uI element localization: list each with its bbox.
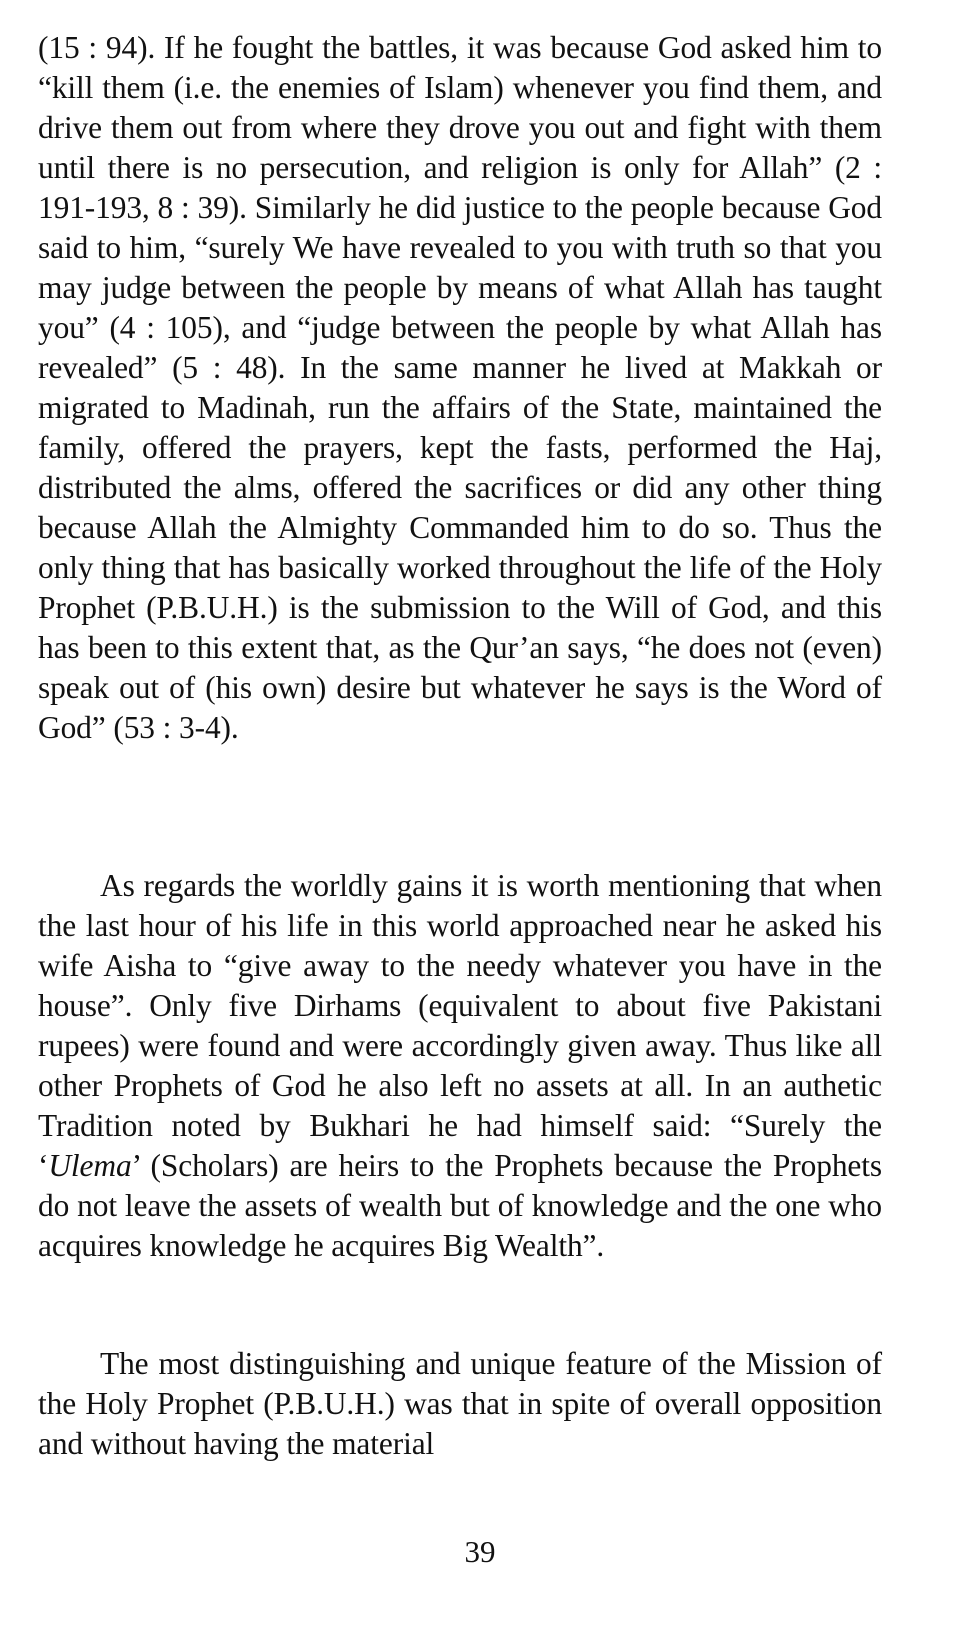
paragraph-3-text: The most distinguishing and unique feature of the Mission of the Holy Prophet (P.B.U.H.) was that in spite of overall opposition and without having the material: [38, 1346, 882, 1461]
paragraph-2-text-start: As regards the worldly gains it is worth mentioning that when the last hour of his life in this world approached near he asked his wife Aisha to “give away to the needy whatever you have in the house”. Only five Dirhams (equivalent to about five Pakistani rupees) were found and were accordingly given away. Thus like all other Prophets of God he also left no assets at all. In an authetic Tradition noted by Bukhari he had himself said: “Surely the ‘: [38, 868, 882, 1183]
page-number: 39: [464, 1534, 496, 1569]
paragraph-2-text-end: ’ (Scholars) are heirs to the Prophets because the Prophets do not leave the assets of wealth but of knowledge and the one who acquires knowledge he acquires Big Wealth”.: [38, 1148, 882, 1263]
paragraph-3: [38, 1344, 882, 1464]
paragraph-2: [38, 866, 882, 1266]
paragraph-1-text: (15 : 94). If he fought the battles, it was because God asked him to “kill them (i.e. the enemies of Islam) whenever you find them, and drive them out from where they drove you out and fight with them until there is no persecution, and religion is only for Allah” (2 : 191-193, 8 : 39). Similarly he did justice to the people because God said to him, “surely We have revealed to you with truth so that you may judge between the people by means of what Allah has taught you” (4 : 105), and “judge between the people by what Allah has revealed” (5 : 48). In the same manner he lived at Makkah or migrated to Madinah, run the affairs of the State, maintained the family, offered the prayers, kept the fasts, performed the Haj, distributed the alms, offered the sacrifices or did any other thing because Allah the Almighty Commanded him to do so. Thus the only thing that has basically worked throughout the life of the Holy Prophet (P.B.U.H.) is the submission to the Will of God, and this has been to this extent that, as the Qur’an says, “he does not (even) speak out of (his own) desire but whatever he says is the Word of God” (53 : 3-4).: [38, 30, 882, 745]
ulema-italic-term: Ulema: [48, 1148, 132, 1183]
paragraph-1: [38, 28, 882, 748]
